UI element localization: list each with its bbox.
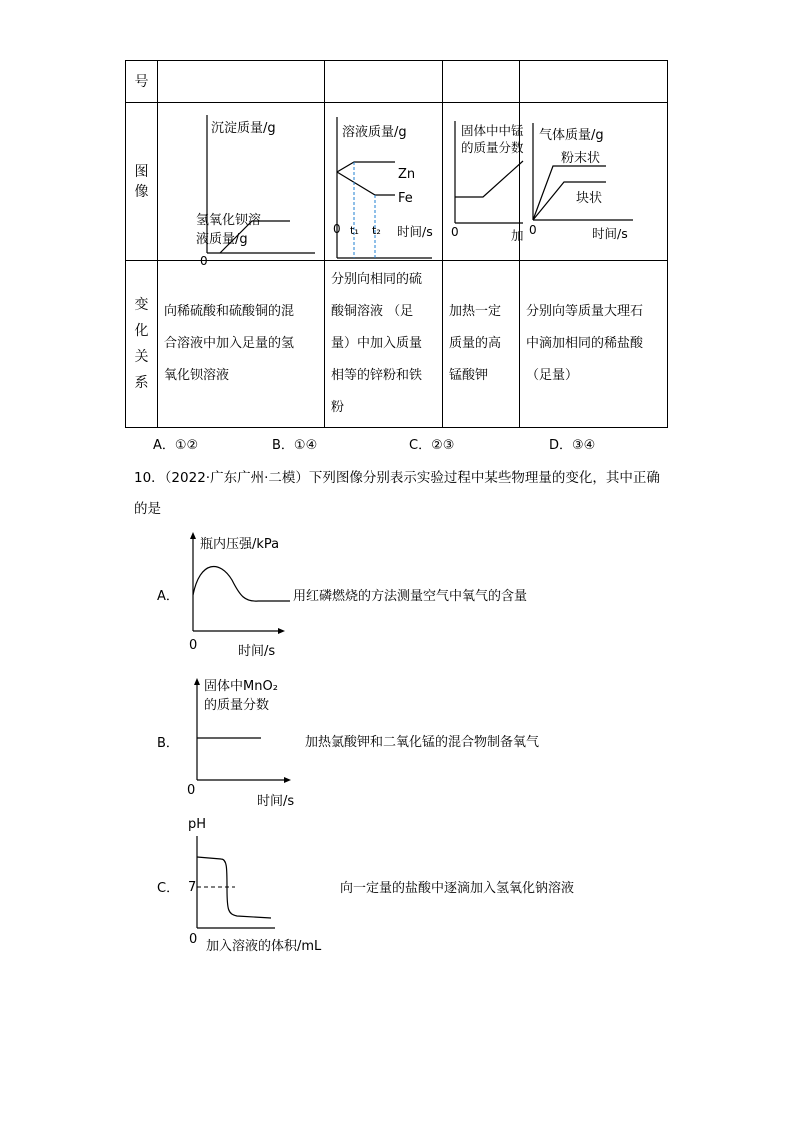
choice-b-label: B．	[157, 736, 179, 751]
row-header-number: 号	[126, 61, 158, 103]
choice-b-y-label: 固体中MnO₂ 的质量分数	[204, 679, 278, 713]
x-arrow	[278, 628, 285, 634]
y-label: 溶液质量/g	[342, 125, 407, 140]
graph-gas-mass	[520, 103, 667, 260]
fe-label: Fe	[398, 191, 413, 206]
relation-cell-1: 向稀硫酸和硫酸铜的混 合溶液中加入足量的氢 氧化钡溶液	[158, 261, 325, 428]
y-label-line2: 的质量分数	[461, 140, 524, 155]
x-label: 加	[511, 228, 524, 243]
graph2-t2-label: t₂	[372, 224, 381, 237]
graph2-t1-label: t₁	[350, 224, 359, 237]
y-label-line1: 固体中中锰	[461, 123, 524, 138]
block-label: 块状	[576, 191, 603, 206]
choice-a-origin: 0	[189, 638, 198, 653]
choice-b-description: 加热氯酸钾和二氧化锰的混合物制备氧气	[305, 735, 540, 750]
choice-c-y-tick: 7	[188, 880, 197, 895]
row-header-relation: 变 化 关 系	[126, 261, 158, 428]
choice-c-label: C．	[157, 881, 180, 896]
question10-line1: 10．（2022·广东广州·二模）下列图像分别表示实验过程中某些物理量的变化，其中正确	[134, 470, 660, 486]
choice-c-x-label: 加入溶液的体积/mL	[206, 939, 322, 954]
zn-label: Zn	[398, 167, 416, 182]
choice-c-description: 向一定量的盐酸中逐滴加入氢氧化钠溶液	[340, 881, 575, 896]
relation-cell-3: 加热一定 质量的高 锰酸钾	[443, 261, 520, 428]
choice-a-label: A．	[157, 589, 179, 604]
table-row	[126, 61, 668, 103]
choice-a-y-label: 瓶内压强/kPa	[200, 537, 280, 552]
option-b: B．①④	[272, 438, 318, 453]
choice-a-x-label: 时间/s	[238, 644, 276, 659]
graph-cell-4	[520, 103, 668, 261]
curve	[455, 161, 523, 197]
option-c: C．②③	[409, 438, 455, 453]
graph2-x-label: 时间/s	[397, 224, 433, 239]
choice-b-origin: 0	[187, 783, 196, 798]
relation-cell-2: 分别向相同的硫 酸铜溶液 （足 量）中加入质量 相等的锌粉和铁 粉	[325, 261, 443, 428]
y-arrow	[194, 678, 200, 685]
fe-curve	[337, 172, 395, 195]
row-header-image: 图 像	[126, 103, 158, 261]
x-label: 时间/s	[592, 226, 628, 241]
choice-b-x-label: 时间/s	[257, 794, 295, 809]
choice-c-origin: 0	[189, 932, 198, 947]
choice-c-y-label: pH	[188, 817, 207, 832]
y-label: 气体质量/g	[539, 128, 604, 143]
graph-solid-fraction	[443, 103, 524, 260]
origin-label: 0	[451, 225, 459, 239]
table-row	[126, 261, 668, 428]
relation-cell-4: 分别向等质量大理石 中滴加相同的稀盐酸 （足量）	[520, 261, 668, 428]
graph1-x-label: 氢氧化钡溶 液质量/g	[196, 213, 262, 247]
pressure-curve	[193, 566, 290, 601]
y-label: 沉淀质量/g	[211, 121, 276, 136]
choice-a-description: 用红磷燃烧的方法测量空气中氧气的含量	[293, 589, 528, 604]
powder-label: 粉末状	[561, 151, 601, 166]
option-a: A．①②	[153, 438, 199, 453]
choice-c-graph	[185, 828, 285, 938]
y-arrow	[190, 532, 196, 539]
x-arrow	[284, 777, 291, 783]
origin-label: 0	[200, 254, 208, 268]
origin-label: 0	[529, 223, 537, 237]
option-d: D．③④	[549, 438, 596, 453]
graph2-origin-label: 0	[333, 222, 341, 236]
graph-cell-3	[443, 103, 524, 261]
question10-line2: 的是	[134, 501, 161, 517]
zn-curve	[337, 162, 395, 172]
